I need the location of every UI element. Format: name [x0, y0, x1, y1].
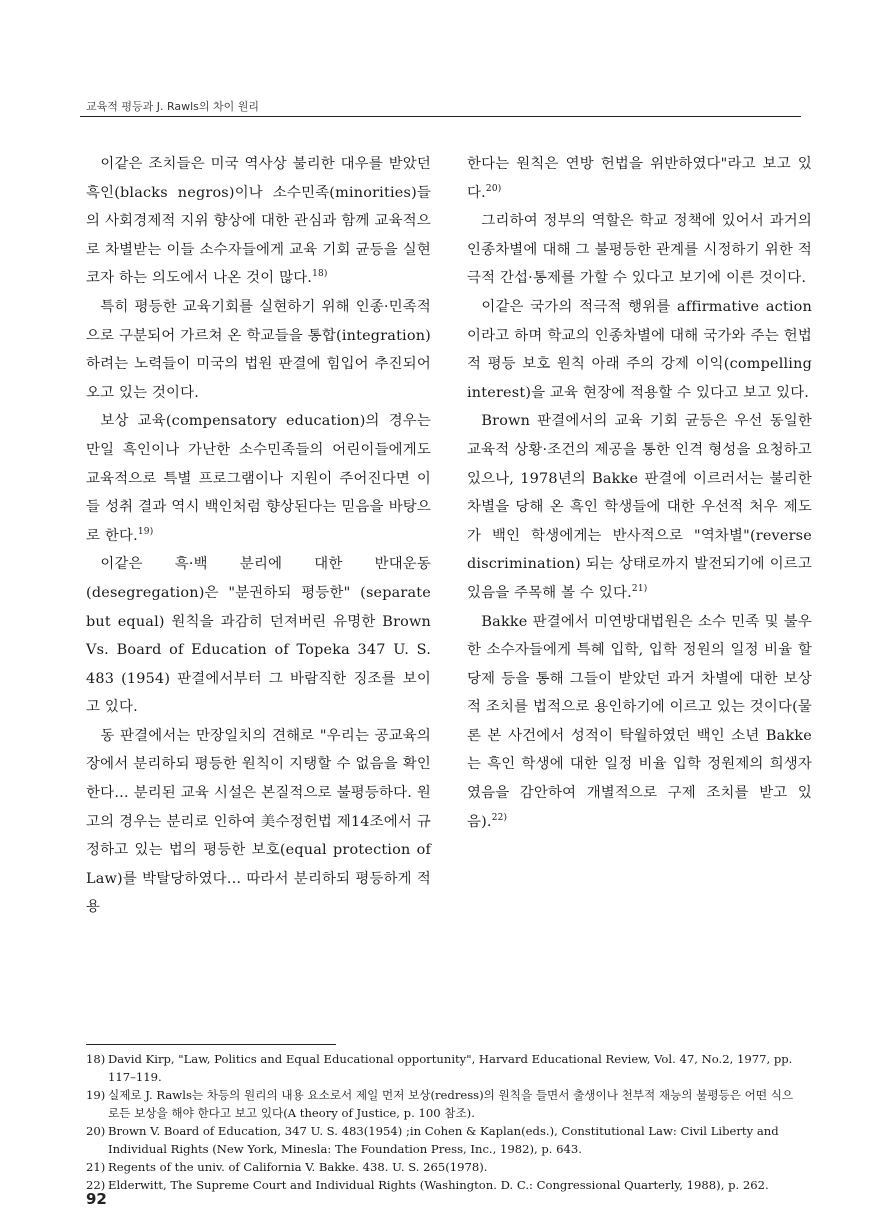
paragraph: 특히 평등한 교육기회를 실현하기 위해 인종·민족적으로 구분되어 가르쳐 온 학교들을 통합(integration)하려는 노력들이 미국의 법원 판결에 힘입어 추진되어 오고 있는 것이다.	[86, 298, 431, 401]
paragraph: 한다는 원칙은 연방 헌법을 위반하였다"라고 보고 있다.$^{20)}$	[467, 156, 812, 201]
paragraph: 이같은 국가의 적극적 행위를 affirmative action이라고 하며 학교의 인종차별에 대해 국가와 주는 헌법적 평등 보호 원칙 아래 주의 강제 이익(compelling interest)을 교육 현장에 적용할 수 있다고 보고 있다.	[467, 298, 812, 401]
footnote	[86, 1086, 796, 1122]
footnote-rule	[86, 1044, 336, 1045]
footnote	[86, 1158, 796, 1176]
footnote	[86, 1122, 796, 1158]
footnote-text: 실제로 J. Rawls는 차등의 원리의 내용 요소로서 제일 먼저 보상(redress)의 원칙을 들면서 출생이나 천부적 재능의 불평등은 어떤 식으로든 보상을 해야 한다고 보고 있다(A theory of Justice, p. 100 참조).	[108, 1088, 794, 1120]
paragraph: 이같은 흑·백 분리에 대한 반대운동(desegregation)은 "분권하되 평등한" (separate but equal) 원칙을 과감히 던져버린 유명한 Brown Vs. Board of Education of Topeka 347 U. S. 483 (1954) 판결에서부터 그 바람직한 징조를 보이고 있다.	[86, 556, 431, 716]
footnote-text: Brown V. Board of Education, 347 U. S. 483(1954) ;in Cohen & Kaplan(eds.), Constitutional Law: Civil Liberty and Individual Rights (New York, Minesla: The Foundation Press, Inc., 1982), p. 643.	[108, 1124, 779, 1156]
footnote	[86, 1050, 796, 1086]
footnotes	[86, 1050, 796, 1194]
paragraph: Brown 판결에서의 교육 기회 균등은 우선 동일한 교육적 상황·조건의 제공을 통한 인격 형성을 요청하고 있으나, 1978년의 Bakke 판결에 이르러서는 불리한 차별을 당해 온 흑인 학생들에 대한 우선적 처우 제도가 백인 학생에게는 반사적으로 "역차별"(reverse discrimination) 되는 상태로까지 발전되기에 이르고 있음을 주목해 볼 수 있다.$^{21)}$	[467, 413, 812, 601]
footnote-number: 19)	[86, 1088, 106, 1102]
footnote-text: David Kirp, "Law, Politics and Equal Educational opportunity", Harvard Educational Review, Vol. 47, No.2, 1977, pp. 117–119.	[108, 1052, 793, 1084]
paragraph: 동 판결에서는 만장일치의 견해로 "우리는 공교육의 장에서 분리하되 평등한 원칙이 지탱할 수 없음을 확인한다… 분리된 교육 시설은 본질적으로 불평등하다. 원고의 경우는 분리로 인하여 美수정헌법 제14조에서 규정하고 있는 법의 평등한 보호(equal protection of Law)를 박탈당하였다… 따라서 분리하되 평등하게 적용	[86, 727, 431, 916]
page-number: 92	[86, 1190, 107, 1208]
footnote-number: 22)	[86, 1178, 106, 1192]
footnote-number: 18)	[86, 1052, 106, 1066]
paragraph: 그리하여 정부의 역할은 학교 정책에 있어서 과거의 인종차별에 대해 그 불평등한 관계를 시정하기 위한 적극적 간섭·통제를 가할 수 있다고 보기에 이른 것이다.	[467, 213, 812, 287]
footnote-ref[interactable]: 21)	[631, 584, 648, 595]
footnote-ref[interactable]: 18)	[312, 269, 328, 280]
left-column	[86, 150, 431, 922]
footnote-text: Elderwitt, The Supreme Court and Individual Rights (Washington. D. C.: Congressional Quarterly, 1988), p. 262.	[108, 1178, 769, 1192]
footnote	[86, 1176, 796, 1194]
footnote-text: Regents of the univ. of California V. Bakke. 438. U. S. 265(1978).	[108, 1160, 488, 1174]
footnote-number: 21)	[86, 1160, 106, 1174]
running-head: 교육적 평등과 J. Rawls의 차이 원리	[86, 100, 260, 113]
footnote-number: 20)	[86, 1124, 106, 1138]
header-rule	[80, 116, 801, 117]
paragraph: Bakke 판결에서 미연방대법원은 소수 민족 및 불우한 소수자들에게 특혜 입학, 입학 정원의 일정 비율 할당제 등을 통해 그들이 받았던 과거 차별에 대한 보상적 조치를 법적으로 용인하기에 이르고 있는 것이다(물론 본 사건에서 성적이 탁월하였던 백인 소년 Bakke는 흑인 학생에 대한 일정 비율 입학 정원제의 희생자였음을 감안하여 개별적으로 구제 조치를 받고 있음).$^{22)}$	[467, 613, 812, 830]
footnote-ref[interactable]: 20)	[485, 183, 502, 194]
paragraph: 이같은 조치들은 미국 역사상 불리한 대우를 받았던 흑인(blacks negros)이나 소수민족(minorities)들의 사회경제적 지위 향상에 대한 관심과 함께 교육적으로 차별받는 이들 소수자들에게 교육 기회 균등을 실현코자 하는 의도에서 나온 것이 많다.$^{18)}$	[86, 156, 431, 287]
footnote-ref[interactable]: 19)	[137, 526, 154, 537]
paragraph: 보상 교육(compensatory education)의 경우는 만일 흑인이나 가난한 소수민족들의 어린이들에게도 교육적으로 특별 프로그램이나 지원이 주어진다면 이들 성취 결과 역시 백인처럼 향상된다는 믿음을 바탕으로 한다.$^{19)}$	[86, 413, 431, 544]
right-column	[467, 150, 812, 836]
footnote-ref[interactable]: 22)	[491, 812, 508, 823]
